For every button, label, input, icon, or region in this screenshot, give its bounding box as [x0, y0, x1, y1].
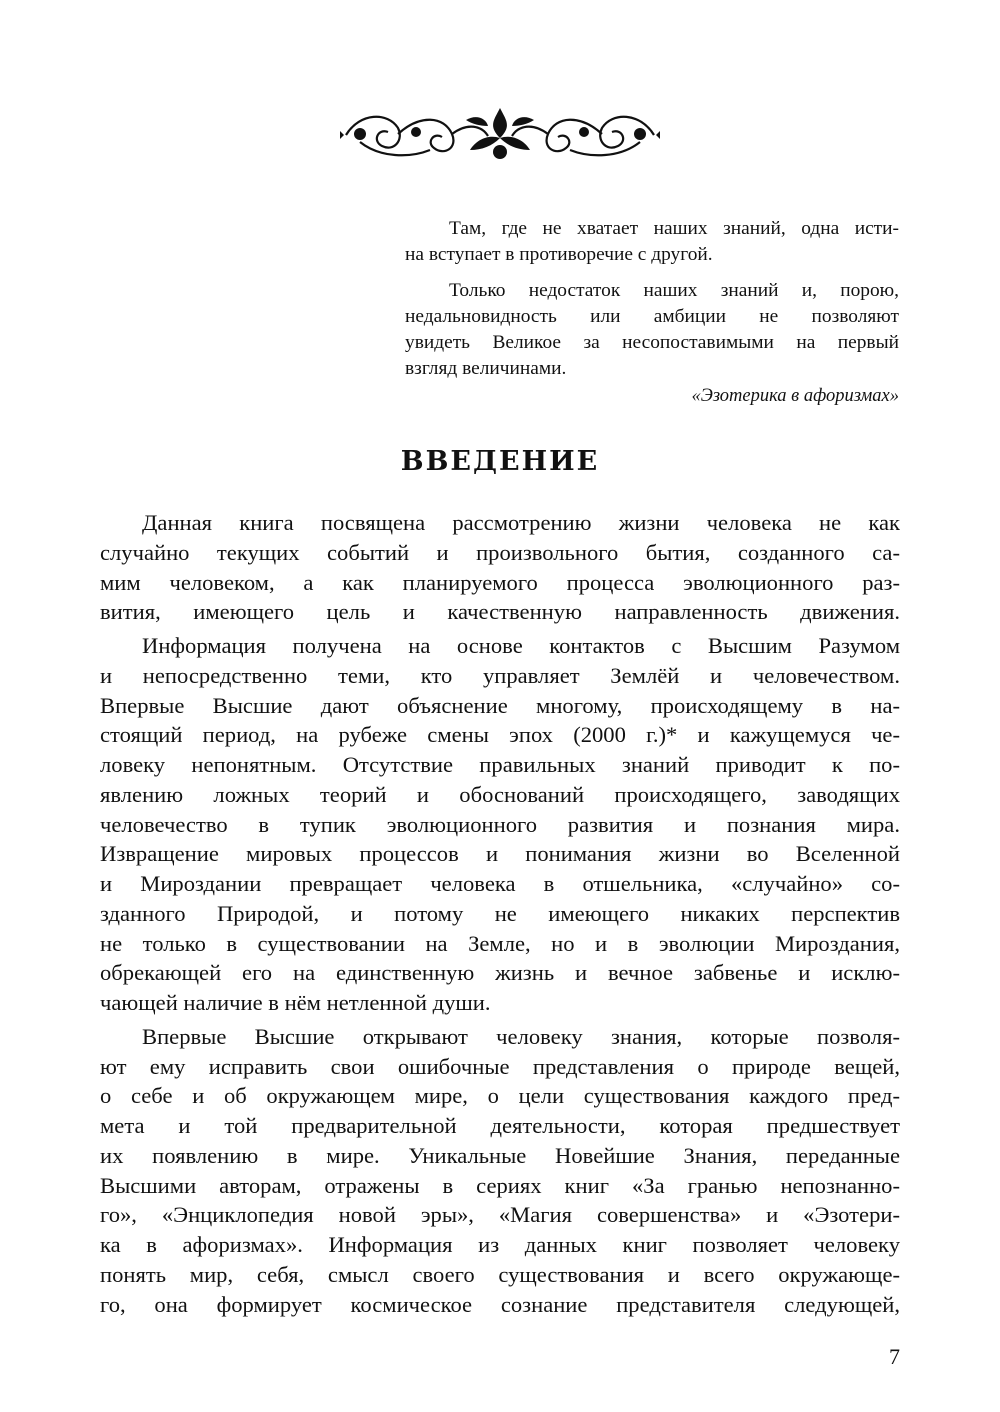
- text-line: случайно текущих событий и произвольного бытия, созданного са-: [100, 539, 900, 565]
- text-line: ловеку непонятным. Отсутствие правильных знаний приводит к по-: [100, 752, 900, 777]
- epigraph-line: Там, где не хватает наших знаний, одна исти-: [449, 218, 899, 239]
- floral-ornament-icon: [340, 104, 660, 166]
- text-line: мим человеком, а как планируемого процесса эволюционного раз-: [100, 569, 900, 595]
- text-line: вития, имеющего цель и качественную направленность движения.: [100, 599, 900, 625]
- text-line: их появлению в мире. Уникальные Новейшие Знания, переданные: [100, 1142, 900, 1168]
- epigraph-line: Только недостаток наших знаний и, порою,: [449, 280, 899, 301]
- text-line: го, она формирует космическое сознание представителя следующей,: [100, 1291, 900, 1317]
- epigraph-line: недальновидность или амбиции не позволяют: [405, 306, 899, 327]
- text-line: мета и той предварительной деятельности, которая предшествует: [100, 1113, 900, 1138]
- epigraph-line: увидеть Великое за несопоставимыми на первый: [405, 332, 899, 353]
- epigraph-paragraph: [405, 216, 899, 268]
- text-line: Данная книга посвящена рассмотрению жизни человека не как: [142, 510, 900, 535]
- text-line: и непосредственно теми, кто управляет Землёй и человечеством.: [100, 662, 900, 688]
- text-line: стоящий период, на рубеже смены эпох (2000 г.)* и кажущемуся че-: [100, 722, 900, 748]
- text-line: го», «Энциклопедия новой эры», «Магия совершенства» и «Эзотери-: [100, 1202, 900, 1228]
- text-line: о себе и об окружающем мире, о цели существования каждого пред-: [100, 1083, 900, 1109]
- chapter-heading: ВВЕДЕНИЕ: [400, 446, 600, 477]
- text-line: Информация получена на основе контактов с Высшим Разумом: [142, 633, 900, 658]
- text-line: обрекающей его на единственную жизнь и вечное забвенье и исклю-: [100, 960, 900, 986]
- paragraph: [100, 631, 900, 1018]
- text-line: чающей наличие в нём нетленной души.: [100, 990, 491, 1015]
- paragraph: [100, 1022, 900, 1320]
- body-text: [100, 508, 900, 1319]
- text-line: явлению ложных теорий и обоснований происходящего, заводящих: [100, 781, 900, 807]
- epigraph: [405, 216, 899, 409]
- text-line: Впервые Высшие дают объяснение многому, происходящему в на-: [100, 692, 900, 718]
- page-number: 7: [889, 1344, 900, 1369]
- text-line: понять мир, себя, смысл своего существования и всего окружающе-: [100, 1261, 900, 1287]
- text-line: ют ему исправить свои ошибочные представления о природе вещей,: [100, 1053, 900, 1079]
- epigraph-line: взгляд величинами.: [405, 358, 567, 379]
- text-line: не только в существовании на Земле, но и в эволюции Мироздания,: [100, 930, 900, 956]
- text-line: Впервые Высшие открывают человеку знания, которые позволя-: [142, 1023, 900, 1049]
- text-line: и Мироздании превращает человека в отшельника, «случайно» со-: [100, 871, 900, 896]
- epigraph-paragraph: [405, 278, 899, 382]
- text-line: зданного Природой, и потому не имеющего никаких перспектив: [100, 900, 900, 926]
- text-line: Высшими авторам, отражены в сериях книг «За гранью непознанно-: [100, 1172, 900, 1198]
- text-line: Извращение мировых процессов и понимания жизни во Вселенной: [100, 841, 900, 867]
- paragraph: [100, 508, 900, 627]
- text-line: ка в афоризмах». Информация из данных книг позволяет человеку: [100, 1232, 900, 1257]
- text-line: человечество в тупик эволюционного развития и познания мира.: [100, 811, 900, 837]
- epigraph-source: «Эзотерика в афоризмах»: [691, 386, 899, 406]
- epigraph-line: на вступает в противоречие с другой.: [405, 244, 713, 265]
